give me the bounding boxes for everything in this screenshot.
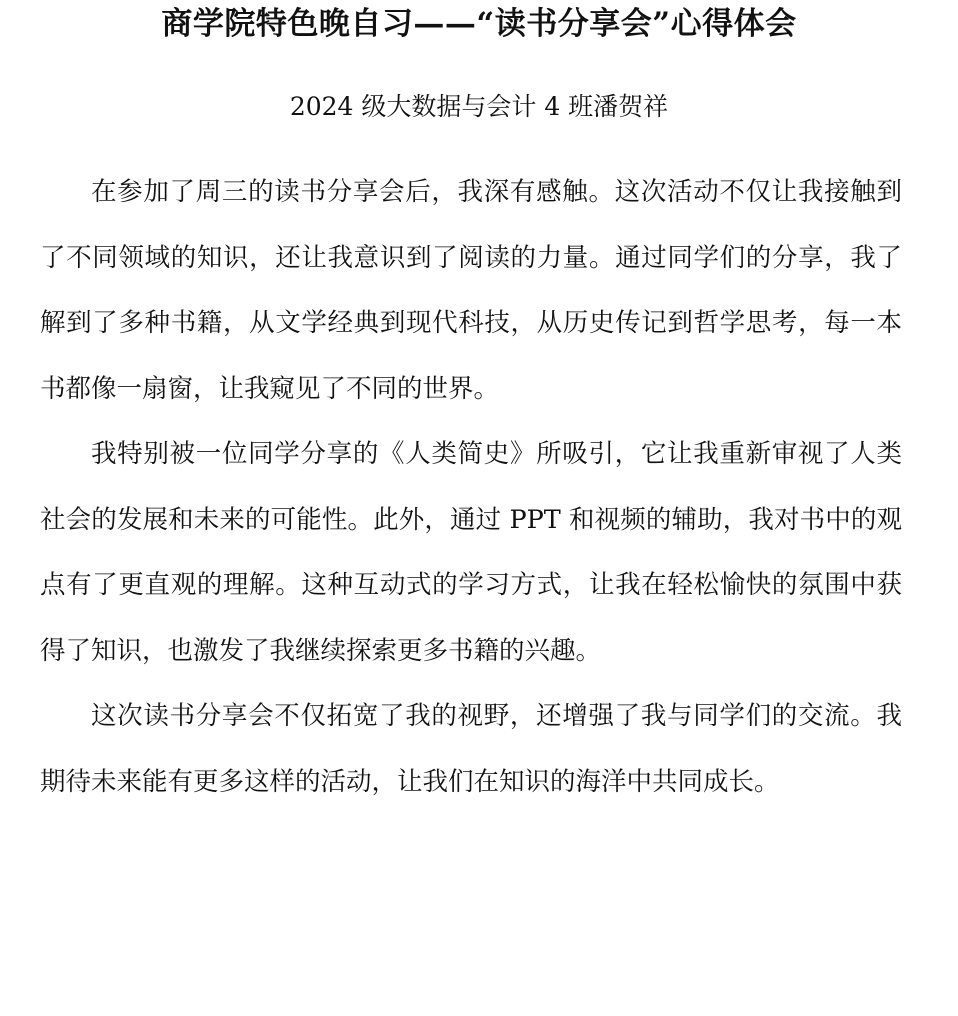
body-paragraph-1: 在参加了周三的读书分享会后，我深有感触。这次活动不仅让我接触到了不同领域的知识，还让我意识到了阅读的力量。通过同学们的分享，我了解到了多种书籍，从文学经典到现代科技，从历史传记到哲学思考，每一本书都像一扇窗，让我窥见了不同的世界。 — [40, 177, 902, 404]
body-paragraph-3: 这次读书分享会不仅拓宽了我的视野，还增强了我与同学们的交流。我期待未来能有更多这样的活动，让我们在知识的海洋中共同成长。 — [40, 701, 902, 797]
document-body — [40, 160, 902, 815]
document-title: 商学院特色晚自习——“读书分享会”心得体会 — [161, 6, 797, 42]
body-paragraph-2: 我特别被一位同学分享的《人类简史》所吸引，它让我重新审视了人类社会的发展和未来的可能性。此外，通过 PPT 和视频的辅助，我对书中的观点有了更直观的理解。这种互动式的学习方式，让我在轻松愉快的氛围中获得了知识，也激发了我继续探索更多书籍的兴趣。 — [40, 439, 902, 666]
author-byline: 2024 级大数据与会计 4 班潘贺祥 — [289, 92, 669, 121]
